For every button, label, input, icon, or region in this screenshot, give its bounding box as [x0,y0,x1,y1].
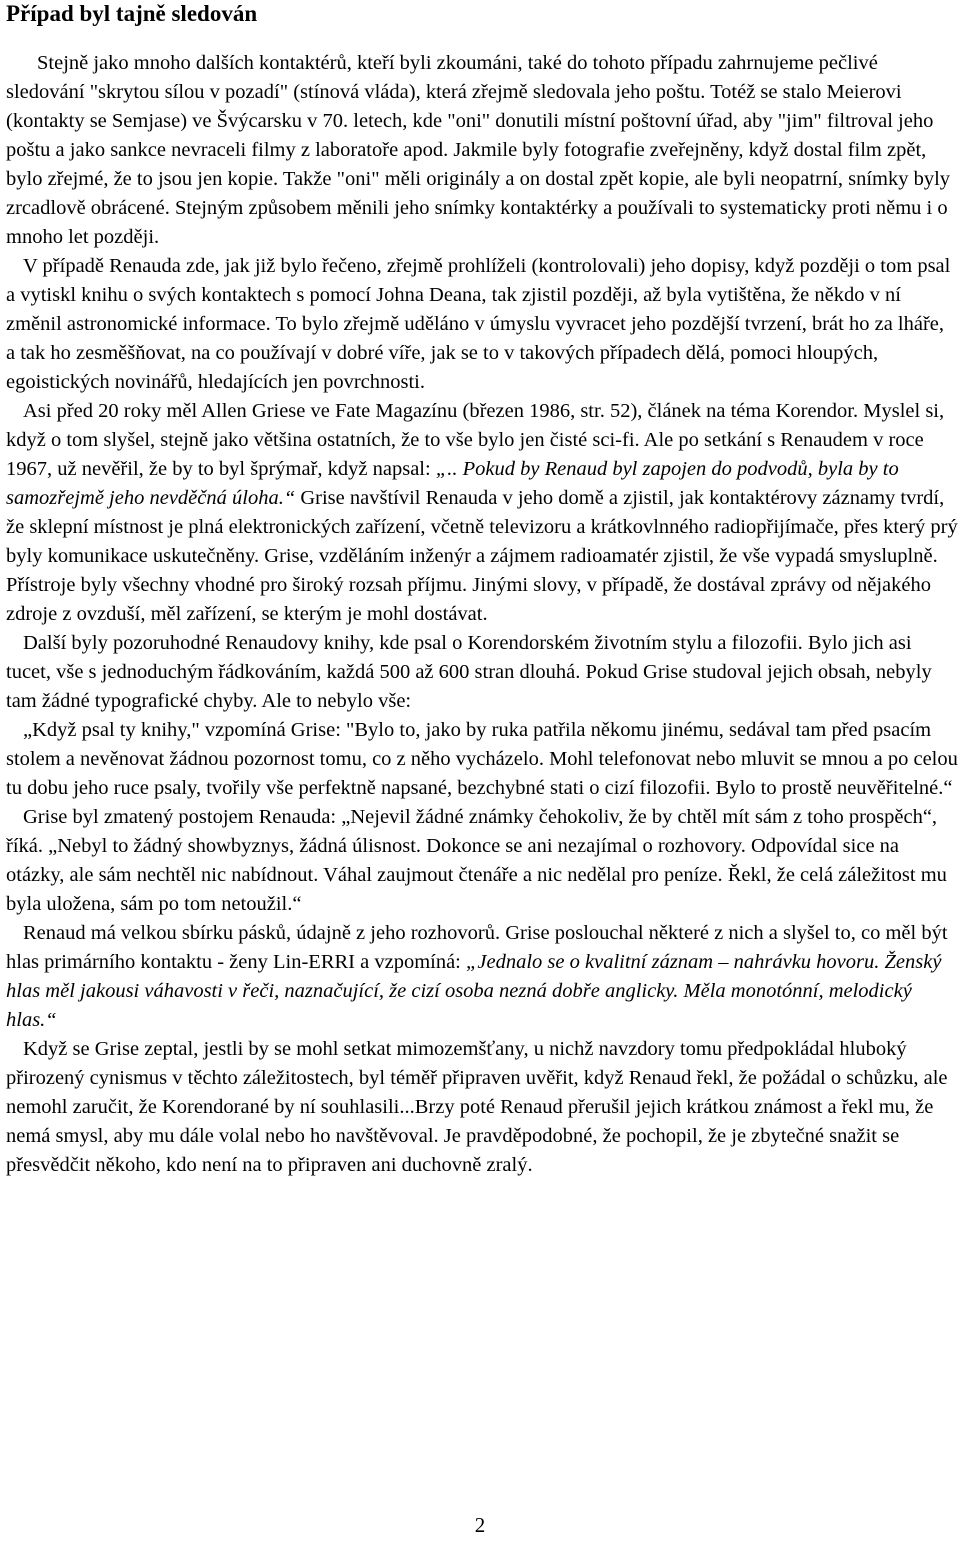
paragraph-text: Když se Grise zeptal, jestli by se mohl setkat mimozemšťany, u nichž navzdory tomu předpokládal hluboký přirozený cynismus v těchto záležitostech, byl téměř připraven uvěřit, když Renaud řekl, že požádal o schůzku, ale nemohl zaručit, že Korendorané by ní souhlasili...Brzy poté Renaud přerušil jejich krátkou známost a řekl mu, že nemá smysl, aby mu dále volal nebo ho navštěvoval. Je pravděpodobné, že pochopil, že je zbytečné snažit se přesvědčit někoho, kdo není na to připraven ani duchovně zralý. [6,1038,948,1176]
italic-quote: „.. Pokud by Renaud byl zapojen do podvodů, byla by to samozřejmě jeho nevděčná úloha.“ [6,458,899,509]
paragraph-text: Další byly pozoruhodné Renaudovy knihy, kde psal o Korendorském životním stylu a filozofii. Bylo jich asi tucet, vše s jednoduchým řádkováním, každá 500 až 600 stran dlouhá. Pokud Grise studoval jejich obsah, nebyly tam žádné typografické chyby. Ale to nebylo vše: [6,632,932,712]
paragraph [6,397,958,629]
paragraph [6,803,958,919]
document-page [6,0,958,1180]
paragraph [6,49,958,252]
italic-quote: „Jednalo se o kvalitní záznam – nahrávku hovoru. Ženský hlas měl jakousi váhavosti v řeči, naznačující, že cizí osoba nezná dobře anglicky. Měla monotónní, melodický hlas.“ [6,951,942,1031]
paragraph-text: Grise byl zmatený postojem Renauda: „Nejevil žádné známky čehokoliv, že by chtěl mít sám z toho prospěch“, říká. „Nebyl to žádný showbyznys, žádná úlisnost. Dokonce se ani nezajímal o rozhovory. Odpovídal sice na otázky, ale sám nechtěl nic nabídnout. Váhal zaujmout čtenáře a nic nedělal pro peníze. Řekl, že celá záležitost mu byla uložena, sám po tom netoužil.“ [6,806,947,915]
paragraph-text: V případě Renauda zde, jak již bylo řečeno, zřejmě prohlíželi (kontrolovali) jeho dopisy, když později o tom psal a vytiskl knihu o svých kontaktech s pomocí Johna Deana, tak zjistil později, až byla vytištěna, že někdo v ní změnil astronomické informace. To bylo zřejmě uděláno v úmyslu vyvracet jeho pozdější tvrzení, brát ho za lháře, a tak ho zesměšňovat, na co používají v dobré víře, jak se to v takových případech dělá, pomoci hloupých, egoistických novinářů, hledajících jen povrchnosti. [6,255,951,393]
article-body [6,49,958,1180]
paragraph [6,1035,958,1180]
paragraph [6,252,958,397]
paragraph [6,716,958,803]
paragraph-text: Grise navštívil Renauda v jeho domě a zjistil, jak kontaktérovy záznamy tvrdí, že sklepní místnost je plná elektronických zařízení, včetně televizoru a krátkovlnného radiopřijímače, přes který prý byly komunikace uskutečněny. Grise, vzděláním inženýr a zájmem radioamatér zjistil, že vše vypadá smysluplně. Přístroje byly všechny vhodné pro široký rozsah příjmu. Jinými slovy, v případě, že dostával zprávy od nějakého zdroje z ovzduší, měl zařízení, se kterým je mohl dostávat. [6,487,958,625]
page-number: 2 [474,1513,486,1537]
paragraph-text: Renaud má velkou sbírku pásků, údajně z jeho rozhovorů. Grise poslouchal některé z nich a slyšel to, co měl být hlas primárního kontaktu - ženy Lin-ERRI a vzpomíná: [6,922,948,973]
paragraph-text: Stejně jako mnoho dalších kontaktérů, kteří byli zkoumáni, také do tohoto případu zahrnujeme pečlivé sledování "skrytou sílou v pozadí" (stínová vláda), která zřejmě sledovala jeho poštu. Totéž se stalo Meierovi (kontakty se Semjase) ve Švýcarsku v 70. letech, kde "oni" donutili místní poštovní úřad, aby "jim" filtroval jeho poštu a jako sankce nevraceli filmy z laboratoře apod. Jakmile byly fotografie zveřejněny, když dostal film zpět, bylo zřejmé, že to jsou jen kopie. Takže "oni" měli originály a on dostal zpět kopie, ale byli neopatrní, snímky byly zrcadlově obrácené. Stejným způsobem měnili jeho snímky kontaktérky a používali to systematicky proti němu i o mnoho let později. [6,52,951,248]
paragraph [6,919,958,1035]
paragraph-text: „Když psal ty knihy," vzpomíná Grise: "Bylo to, jako by ruka patřila někomu jinému, sedával tam před psacím stolem a nevěnovat žádnou pozornost tomu, co z něho vycházelo. Mohl telefonovat nebo mluvit se mnou a po celou tu dobu jeho ruce psaly, tvořily vše perfektně napsané, bezchybné stati o cizí filozofii. Bylo to prostě neuvěřitelné.“ [6,719,958,799]
paragraph-text: Asi před 20 roky měl Allen Griese ve Fate Magazínu (březen 1986, str. 52), článek na téma Korendor. Myslel si, když o tom slyšel, stejně jako většina ostatních, že to vše bylo jen čisté sci-fi. Ale po setkání s Renaudem v roce 1967, už nevěřil, že by to byl šprýmař, když napsal: [6,400,945,480]
page-title: Případ byl tajně sledován [6,1,258,26]
paragraph [6,629,958,716]
